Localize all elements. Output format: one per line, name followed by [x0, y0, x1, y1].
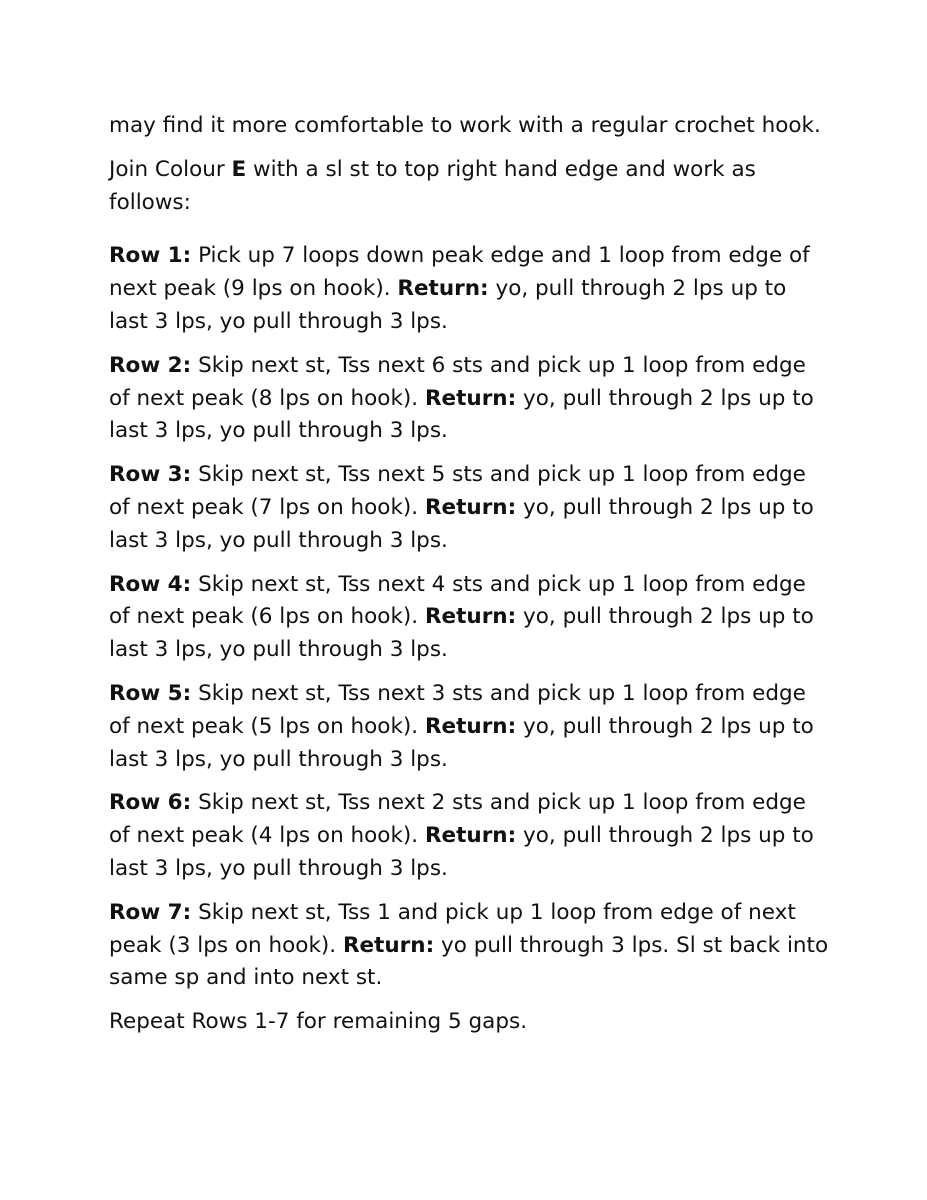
- return-label: Return:: [424, 385, 517, 411]
- row-text: Skip next st, Tss next 3 sts and pick up 1 loop from edge of next peak (5 lps on hook).: [109, 680, 806, 739]
- return-label: Return:: [424, 823, 517, 849]
- row-text: Skip next st, Tss next 6 sts and pick up 1 loop from edge of next peak (8 lps on hook).: [109, 352, 806, 411]
- row-instruction-2: [109, 350, 829, 448]
- join-text-before: Join Colour: [109, 156, 232, 182]
- document-page: [109, 110, 829, 1050]
- join-text-after: with a sl st to top right hand edge and work as follows:: [109, 156, 756, 215]
- row-instruction-6: [109, 787, 829, 885]
- return-text: yo, pull through 2 lps up to last 3 lps, yo pull through 3 lps.: [109, 276, 787, 334]
- return-label: Return:: [397, 276, 489, 302]
- return-text: yo, pull through 2 lps up to last 3 lps, yo pull through 3 lps.: [109, 823, 814, 881]
- row-instruction-3: [109, 459, 829, 557]
- return-text: yo, pull through 2 lps up to last 3 lps, yo pull through 3 lps.: [109, 494, 814, 553]
- row-instruction-5: [109, 678, 829, 776]
- return-label: Return:: [424, 713, 517, 739]
- row-text: Skip next st, Tss next 2 sts and pick up 1 loop from edge of next peak (4 lps on hook).: [109, 790, 806, 849]
- return-text: yo, pull through 2 lps up to last 3 lps, yo pull through 3 lps.: [109, 604, 814, 663]
- row-label: Row 1:: [109, 243, 192, 269]
- colour-code: E: [231, 156, 247, 182]
- row-instruction-1: [109, 240, 829, 338]
- return-text: yo, pull through 2 lps up to last 3 lps, yo pull through 3 lps.: [109, 385, 814, 444]
- row-text: Skip next st, Tss 1 and pick up 1 loop from edge of next peak (3 lps on hook).: [109, 899, 796, 958]
- return-label: Return:: [424, 604, 517, 630]
- row-label: Row 7:: [109, 899, 192, 925]
- row-label: Row 5:: [109, 680, 192, 706]
- row-text: Skip next st, Tss next 4 sts and pick up 1 loop from edge of next peak (6 lps on hook).: [109, 571, 806, 630]
- row-label: Row 6:: [109, 790, 192, 816]
- row-text: Skip next st, Tss next 5 sts and pick up 1 loop from edge of next peak (7 lps on hook).: [109, 462, 806, 520]
- row-instruction-4: [109, 569, 829, 667]
- row-instruction-7: [109, 897, 829, 995]
- row-label: Row 4:: [109, 571, 192, 597]
- row-label: Row 3:: [109, 462, 192, 488]
- return-text: yo, pull through 2 lps up to last 3 lps, yo pull through 3 lps.: [109, 713, 814, 772]
- join-instruction: [109, 154, 829, 220]
- return-label: Return:: [424, 494, 517, 520]
- closing-instruction: Repeat Rows 1-7 for remaining 5 gaps.: [109, 1009, 528, 1035]
- row-text: Pick up 7 loops down peak edge and 1 loop from edge of next peak (9 lps on hook).: [109, 243, 810, 302]
- intro-paragraph: may find it more comfortable to work with a regular crochet hook.: [109, 113, 821, 138]
- return-label: Return:: [342, 932, 435, 958]
- row-label: Row 2:: [109, 352, 192, 378]
- return-text: yo pull through 3 lps. Sl st back into same sp and into next st.: [109, 932, 829, 991]
